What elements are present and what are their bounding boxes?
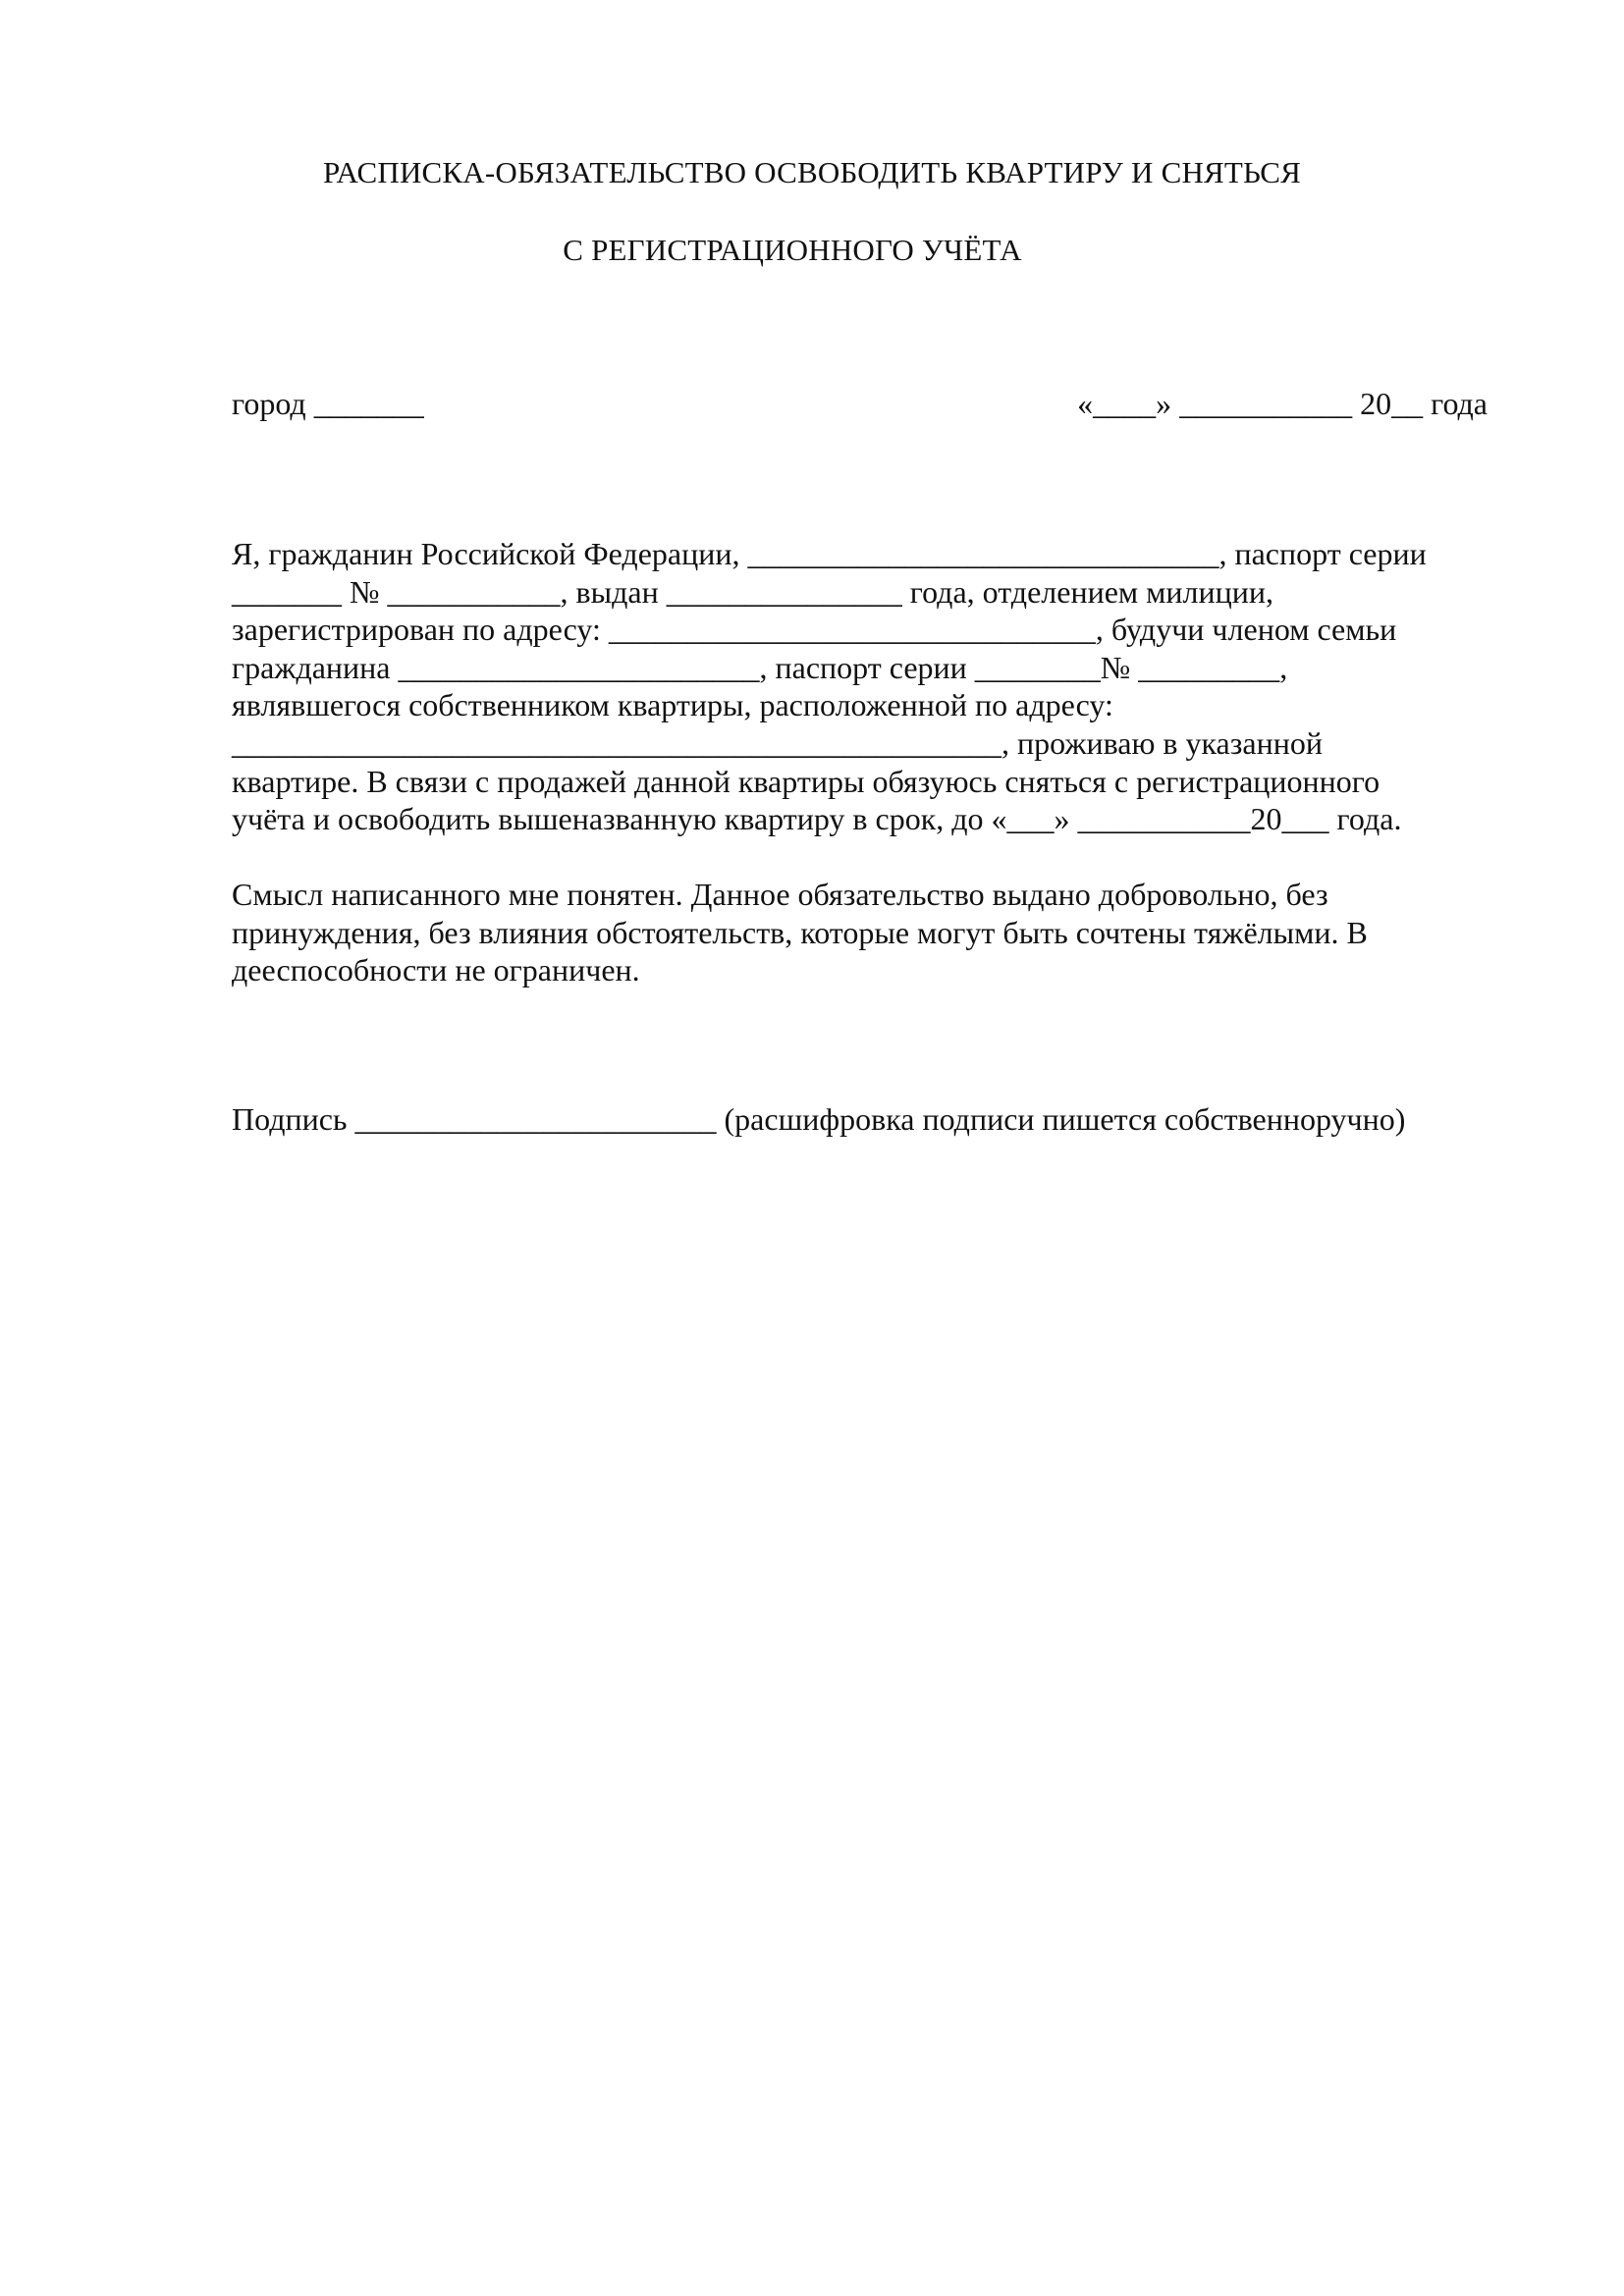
paragraph-line: зарегистрирован по адресу: _______________________________, будучи членом семьи (232, 612, 1397, 648)
paragraph-line: учёта и освободить вышеназванную квартиру в срок, до «___» ___________20___ года. (232, 801, 1402, 837)
document-title-line-1: РАСПИСКА-ОБЯЗАТЕЛЬСТВО ОСВОБОДИТЬ КВАРТИРУ И СНЯТЬСЯ (322, 155, 1302, 189)
signature-line: Подпись _______________________ (расшифровка подписи пишется собственноручно) (232, 1101, 1406, 1137)
paragraph-line: квартире. В связи с продажей данной квартиры обязуюсь сняться с регистрационного (232, 763, 1380, 799)
date-field: «____» ___________ 20__ года (1077, 386, 1488, 421)
paragraph-line: _______ № ___________, выдан _______________ года, отделением милиции, (232, 573, 1273, 610)
paragraph-line: принуждения, без влияния обстоятельств, которые могут быть сочтены тяжёлыми. В (232, 914, 1368, 950)
city-field: город _______ (232, 386, 424, 421)
paragraph-line: дееспособности не ограничен. (232, 952, 640, 988)
paragraph-line: являвшегося собственником квартиры, расположенной по адресу: (232, 687, 1113, 723)
paragraph-line: гражданина _______________________, паспорт серии ________№ _________, (232, 649, 1288, 685)
document-title-line-2: С РЕГИСТРАЦИОННОГО УЧЁТА (563, 233, 1022, 267)
paragraph-line: _________________________________________________, проживаю в указанной (232, 724, 1323, 761)
place-date-row (232, 386, 1488, 425)
paragraph-line: Я, гражданин Российской Федерации, ______________________________, паспорт серии (232, 536, 1427, 571)
main-paragraph (232, 535, 1498, 838)
paragraph-line: Смысл написанного мне понятен. Данное обязательство выдано добровольно, без (232, 877, 1328, 912)
statement-paragraph (232, 876, 1498, 989)
